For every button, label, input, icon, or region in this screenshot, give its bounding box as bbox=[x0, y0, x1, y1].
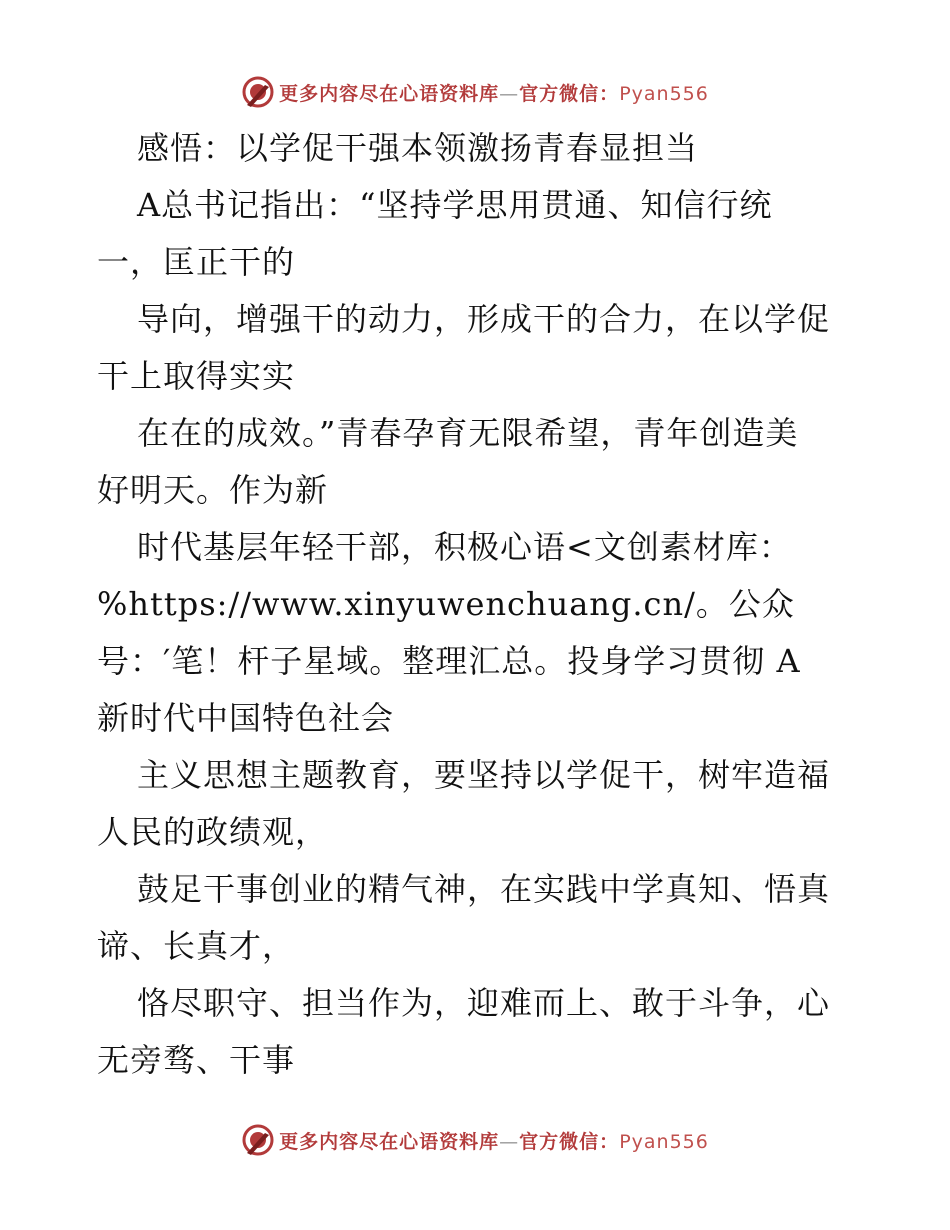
paragraph-line: 恪尽职守、担当作为，迎难而上、敢于斗争，心 bbox=[137, 984, 831, 1022]
pen-logo-icon bbox=[241, 75, 275, 109]
pen-logo-icon bbox=[241, 1123, 275, 1157]
paragraph-line: 谛、长真才， bbox=[97, 927, 296, 965]
banner-text: 更多内容尽在心语资料库—官方微信：Pyan556 bbox=[279, 1130, 709, 1153]
paragraph-line: 好明天。作为新 bbox=[97, 471, 329, 509]
paragraph-line: 在在的成效。”青春孕育无限希望，青年创造美 bbox=[137, 414, 799, 452]
paragraph-line: 主义思想主题教育，要坚持以学促干，树牢造福 bbox=[137, 756, 831, 794]
paragraph-line: %https://www.xinyuwenchuang.cn/。公众 bbox=[97, 585, 795, 623]
header-banner bbox=[0, 72, 950, 112]
paragraph-line: 新时代中国特色社会 bbox=[97, 699, 395, 737]
document-title: 感悟：以学促干强本领激扬青春显担当 bbox=[137, 129, 699, 167]
paragraph-line: 人民的政绩观， bbox=[97, 813, 329, 851]
paragraph-line: 号：′笔！杆子星域。整理汇总。投身学习贯彻 A bbox=[97, 642, 801, 680]
footer-banner bbox=[0, 1120, 950, 1160]
paragraph-line: 时代基层年轻干部，积极心语<文创素材库： bbox=[137, 528, 792, 566]
paragraph-line: 一，匡正干的 bbox=[97, 243, 296, 281]
paragraph-line: 鼓足干事创业的精气神，在实践中学真知、悟真 bbox=[137, 870, 831, 908]
document-body bbox=[97, 120, 857, 1089]
banner-text: 更多内容尽在心语资料库—官方微信：Pyan556 bbox=[279, 82, 709, 105]
paragraph-line: A总书记指出：“坚持学思用贯通、知信行统 bbox=[137, 186, 773, 224]
paragraph-line: 干上取得实实 bbox=[97, 357, 296, 395]
paragraph-line: 导向，增强干的动力，形成干的合力，在以学促 bbox=[137, 300, 831, 338]
paragraph-line: 无旁骛、干事 bbox=[97, 1041, 296, 1079]
